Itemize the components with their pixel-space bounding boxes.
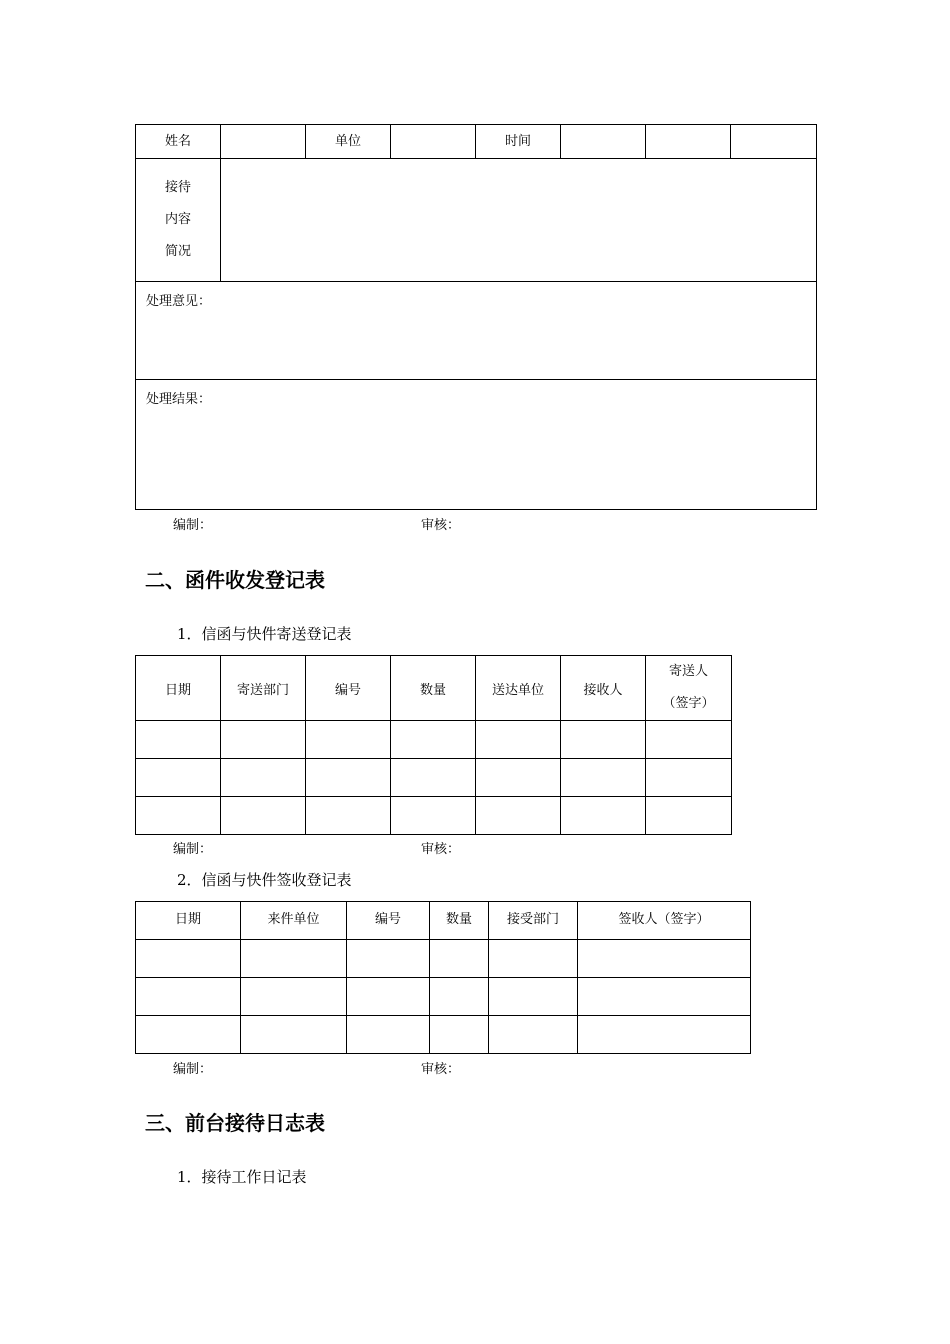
cell[interactable] <box>347 940 430 978</box>
table-title: 1．信函与快件寄送登记表 <box>177 625 352 643</box>
cell[interactable] <box>391 797 476 835</box>
content-label-line: 内容 <box>164 212 191 227</box>
cell[interactable] <box>578 978 751 1016</box>
header-date: 日期 <box>136 656 221 721</box>
cell[interactable] <box>136 759 221 797</box>
result-label: 处理结果： <box>146 392 212 407</box>
table-row <box>136 797 732 835</box>
opinion-label: 处理意见： <box>146 294 212 309</box>
cell[interactable] <box>136 1016 241 1054</box>
cell[interactable] <box>561 797 646 835</box>
mail-send-table <box>135 655 732 835</box>
header-delivery-unit: 送达单位 <box>476 656 561 721</box>
cell[interactable] <box>646 797 732 835</box>
cell[interactable] <box>136 721 221 759</box>
header-signer: 签收人（签字） <box>578 902 751 940</box>
cell[interactable] <box>306 721 391 759</box>
table-row <box>136 978 751 1016</box>
subsection-title: 1．接待工作日记表 <box>177 1168 307 1186</box>
opinion-cell[interactable] <box>136 282 817 380</box>
prepared-by-label: 编制： <box>173 842 213 857</box>
table-row <box>136 759 732 797</box>
result-cell[interactable] <box>136 380 817 510</box>
cell[interactable] <box>476 759 561 797</box>
cell[interactable] <box>430 978 489 1016</box>
table-title: 2．信函与快件签收登记表 <box>177 871 352 889</box>
reviewed-by-label: 审核： <box>421 1062 461 1077</box>
blank-cell[interactable] <box>731 125 817 159</box>
cell[interactable] <box>136 978 241 1016</box>
table-row <box>136 721 732 759</box>
reviewed-by-label: 审核： <box>421 842 461 857</box>
time-label: 时间 <box>476 125 561 159</box>
section-heading: 三、前台接待日志表 <box>145 1111 325 1135</box>
cell[interactable] <box>221 759 306 797</box>
reviewed-by-label: 审核： <box>421 518 461 533</box>
header-sender-sign <box>646 656 732 721</box>
content-summary-cell[interactable] <box>221 159 817 282</box>
header-number: 编号 <box>306 656 391 721</box>
cell[interactable] <box>306 759 391 797</box>
cell[interactable] <box>221 797 306 835</box>
header-date: 日期 <box>136 902 241 940</box>
mail-receive-table <box>135 901 751 1054</box>
time-value-cell[interactable] <box>561 125 646 159</box>
table-row <box>136 940 751 978</box>
cell[interactable] <box>221 721 306 759</box>
header-receive-dept: 接受部门 <box>489 902 578 940</box>
header-number: 编号 <box>347 902 430 940</box>
cell[interactable] <box>476 797 561 835</box>
header-receiver: 接收人 <box>561 656 646 721</box>
cell[interactable] <box>489 940 578 978</box>
cell[interactable] <box>489 1016 578 1054</box>
cell[interactable] <box>578 940 751 978</box>
header-quantity: 数量 <box>430 902 489 940</box>
cell[interactable] <box>241 940 347 978</box>
cell[interactable] <box>347 978 430 1016</box>
name-value-cell[interactable] <box>221 125 306 159</box>
name-label: 姓名 <box>136 125 221 159</box>
cell[interactable] <box>430 940 489 978</box>
reception-form-table <box>135 124 817 510</box>
cell[interactable] <box>578 1016 751 1054</box>
header-send-dept: 寄送部门 <box>221 656 306 721</box>
content-summary-label <box>136 159 221 282</box>
content-label-line: 接待 <box>164 180 191 195</box>
unit-value-cell[interactable] <box>391 125 476 159</box>
table-row <box>136 1016 751 1054</box>
header-sender-line: 寄送人 <box>668 664 708 679</box>
cell[interactable] <box>391 759 476 797</box>
section-heading: 二、函件收发登记表 <box>145 568 325 592</box>
cell[interactable] <box>476 721 561 759</box>
prepared-by-label: 编制： <box>173 518 213 533</box>
prepared-by-label: 编制： <box>173 1062 213 1077</box>
cell[interactable] <box>646 721 732 759</box>
cell[interactable] <box>391 721 476 759</box>
cell[interactable] <box>306 797 391 835</box>
cell[interactable] <box>347 1016 430 1054</box>
cell[interactable] <box>241 978 347 1016</box>
header-from-unit: 来件单位 <box>241 902 347 940</box>
blank-cell[interactable] <box>646 125 731 159</box>
cell[interactable] <box>136 940 241 978</box>
unit-label: 单位 <box>306 125 391 159</box>
cell[interactable] <box>136 797 221 835</box>
header-sign-line: （签字） <box>662 696 715 711</box>
header-quantity: 数量 <box>391 656 476 721</box>
cell[interactable] <box>241 1016 347 1054</box>
cell[interactable] <box>561 721 646 759</box>
content-label-line: 简况 <box>164 244 191 259</box>
cell[interactable] <box>430 1016 489 1054</box>
cell[interactable] <box>646 759 732 797</box>
cell[interactable] <box>489 978 578 1016</box>
cell[interactable] <box>561 759 646 797</box>
